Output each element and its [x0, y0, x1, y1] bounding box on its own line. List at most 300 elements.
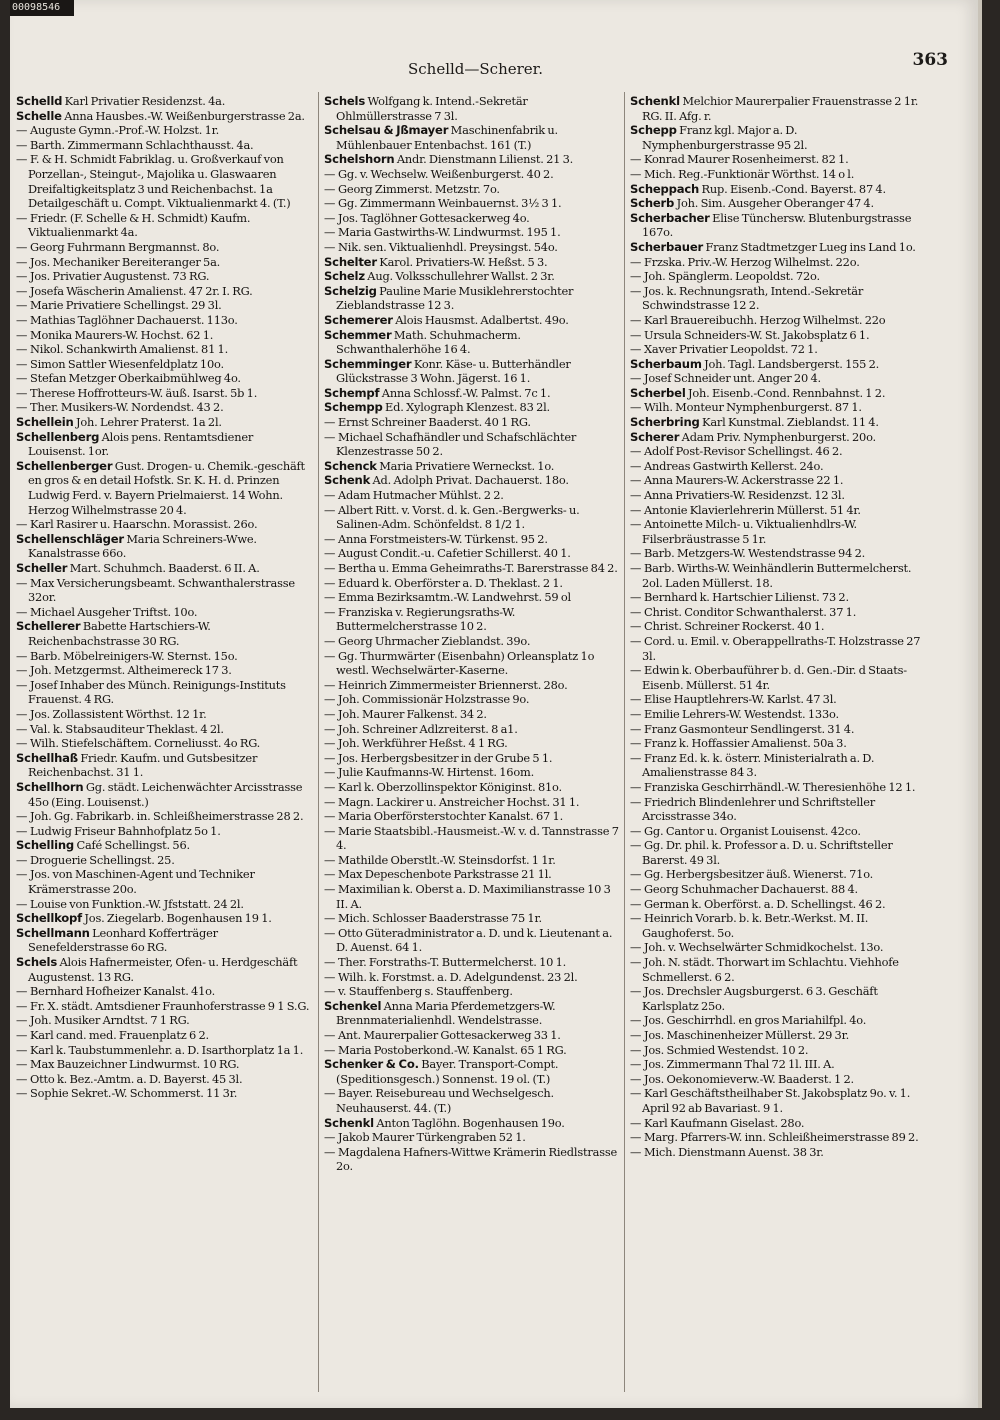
ditto-dash: —	[630, 444, 642, 459]
directory-entry	[324, 313, 622, 328]
ditto-dash: —	[16, 736, 28, 751]
directory-entry	[630, 692, 930, 707]
entry-text: German k. Oberförst. a. D. Schellingst. 46 2.	[644, 896, 886, 911]
directory-entry	[324, 590, 622, 605]
directory-entry	[16, 561, 312, 576]
entry-surname: Scherbaum	[630, 356, 702, 371]
entry-text: Karl Kunstmal. Zieblandst. 11 4.	[702, 415, 879, 430]
ditto-dash: —	[16, 1013, 28, 1028]
page-number: 363	[912, 50, 948, 70]
entry-text: Josef Schneider unt. Anger 20 4.	[644, 371, 821, 386]
ditto-dash: —	[324, 969, 336, 984]
entry-text: Karol. Privatiers-W. Heßst. 5 3.	[379, 254, 548, 269]
entry-text: Friedr. Kaufm. und Gutsbesitzer Reichenbachst. 31 1.	[28, 750, 258, 780]
directory-entry	[630, 561, 930, 590]
entry-text: Franziska v. Regierungsraths-W. Buttermelcherstrasse 10 2.	[336, 604, 516, 634]
entry-text: Barb. Wirths-W. Weinhändlerin Buttermelcherst. 2ol. Laden Müllerst. 18.	[642, 561, 912, 590]
ditto-dash: —	[630, 473, 642, 488]
directory-entry	[16, 1028, 312, 1043]
directory-entry	[324, 269, 622, 284]
directory-entry	[324, 867, 622, 882]
entry-text: Joh. Commissionär Holzstrasse 9o.	[338, 692, 530, 707]
ditto-dash: —	[324, 692, 336, 707]
directory-entry	[630, 328, 930, 343]
directory-entry	[324, 400, 622, 415]
directory-entry	[630, 240, 930, 255]
ditto-dash: —	[630, 955, 642, 970]
ditto-dash: —	[630, 1028, 642, 1042]
entry-text: Joh. Metzgermst. Altheimereck 17 3.	[30, 663, 232, 678]
entry-text: Maria Oberförsterstochter Kanalst. 67 1.	[338, 809, 563, 824]
directory-page	[10, 0, 982, 1408]
directory-entry	[16, 736, 312, 751]
entry-surname: Schellmann	[16, 925, 90, 940]
entry-text: Gg. Thurmwärter (Eisenbahn) Orleansplatz 1o westl. Wechselwärter-Kaserne.	[336, 648, 595, 678]
directory-entry	[630, 342, 930, 357]
ditto-dash: —	[16, 283, 28, 298]
entry-text: Monika Maurers-W. Hochst. 62 1.	[30, 327, 214, 342]
ditto-dash: —	[324, 984, 336, 999]
entry-text: Café Schellingst. 56.	[76, 838, 190, 853]
ditto-dash: —	[630, 166, 642, 181]
entry-surname: Schenker & Co.	[324, 1057, 419, 1072]
ditto-dash: —	[630, 561, 642, 575]
directory-entry	[16, 255, 312, 270]
directory-entry	[324, 1086, 622, 1115]
ditto-dash: —	[324, 721, 336, 736]
entry-text: Heinrich Zimmermeister Briennerst. 28o.	[338, 677, 568, 692]
entry-text: Mich. Schlosser Baaderstrasse 75 1r.	[338, 911, 542, 926]
ditto-dash: —	[630, 269, 642, 284]
entry-surname: Schelzig	[324, 283, 377, 298]
entry-text: Sophie Sekret.-W. Schommerst. 11 3r.	[30, 1086, 238, 1101]
directory-entry	[324, 692, 622, 707]
ditto-dash: —	[630, 721, 642, 736]
ditto-dash: —	[16, 575, 28, 590]
entry-text: Jos. Ziegelarb. Bogenhausen 19 1.	[84, 911, 272, 926]
ditto-dash: —	[630, 1042, 642, 1057]
directory-entry	[324, 240, 622, 255]
entry-text: Elise Hauptlehrers-W. Karlst. 47 3l.	[644, 692, 837, 707]
directory-entry	[324, 123, 622, 152]
ditto-dash: —	[630, 692, 642, 707]
entry-text: Marie Privatiere Schellingst. 29 3l.	[30, 298, 222, 313]
entry-text: Joh. Sim. Ausgeher Oberanger 47 4.	[676, 196, 874, 211]
ditto-dash: —	[324, 561, 336, 575]
directory-entry	[630, 590, 930, 605]
entry-text: Nik. sen. Viktualienhdl. Preysingst. 54o.	[338, 239, 558, 254]
ditto-dash: —	[16, 721, 28, 736]
directory-entry	[630, 736, 930, 751]
directory-entry	[324, 473, 622, 488]
directory-entry	[324, 649, 622, 678]
entry-text: Friedr. (F. Schelle & H. Schmidt) Kaufm. Viktualienmarkt 4a.	[28, 210, 251, 240]
entry-surname: Scherbel	[630, 385, 686, 400]
ditto-dash: —	[630, 327, 642, 342]
directory-entry	[16, 211, 312, 240]
entry-text: Maria Gastwirths-W. Lindwurmst. 195 1.	[338, 225, 561, 240]
directory-entry	[16, 152, 312, 210]
entry-text: Fr. X. städt. Amtsdiener Fraunhoferstrasse 9 1 S.G.	[30, 998, 310, 1013]
directory-entry	[16, 663, 312, 678]
ditto-dash: —	[630, 896, 642, 911]
ditto-dash: —	[324, 239, 336, 254]
directory-entry	[630, 430, 930, 445]
entry-surname: Schepp	[630, 123, 677, 138]
entry-text: Ther. Musikers-W. Nordendst. 43 2.	[30, 400, 224, 415]
directory-entry	[16, 1043, 312, 1058]
entry-text: Jos. Mechaniker Bereiteranger 5a.	[30, 254, 221, 269]
directory-entry	[324, 1043, 622, 1058]
ditto-dash: —	[16, 809, 28, 824]
entry-text: Alois Hafnermeister, Ofen- u. Herdgeschäft Augustenst. 13 RG.	[28, 955, 298, 984]
entry-text: Otto Güteradministrator a. D. und k. Lieutenant a. D. Auenst. 64 1.	[336, 925, 613, 955]
entry-text: Michael Schafhändler und Schafschlächter Klenzestrasse 50 2.	[336, 429, 577, 459]
entry-text: Adolf Post-Revisor Schellingst. 46 2.	[644, 444, 843, 459]
directory-entry	[324, 182, 622, 197]
entry-text: Georg Fuhrmann Bergmannst. 8o.	[30, 239, 220, 254]
entry-text: Jos. Privatier Augustenst. 73 RG.	[30, 269, 210, 284]
entry-text: Bertha u. Emma Geheimraths-T. Barerstrasse 84 2.	[338, 561, 618, 575]
entry-surname: Schemminger	[324, 356, 412, 371]
ditto-dash: —	[630, 750, 642, 765]
ditto-dash: —	[324, 488, 336, 503]
directory-entry	[16, 1086, 312, 1101]
entry-text: Bayer. Transport-Compt. (Speditionsgesch.) Sonnenst. 19 ol. (T.)	[336, 1057, 559, 1086]
directory-entry	[324, 1145, 622, 1174]
directory-entry	[16, 780, 312, 809]
entry-text: Antoinette Milch- u. Viktualienhdlrs-W. Filserbräustrasse 5 1r.	[642, 517, 857, 546]
directory-entry	[16, 284, 312, 299]
directory-entry	[630, 984, 930, 1013]
entry-text: Ther. Forstraths-T. Buttermelcherst. 10 1.	[338, 955, 567, 970]
directory-entry	[630, 182, 930, 197]
ditto-dash: —	[16, 852, 28, 867]
ditto-dash: —	[16, 327, 28, 342]
entry-surname: Schenck	[324, 458, 377, 473]
entry-text: Andr. Dienstmann Lilienst. 21 3.	[396, 152, 574, 167]
directory-entry	[630, 255, 930, 270]
directory-entry	[16, 911, 312, 926]
directory-entry	[630, 1028, 930, 1043]
directory-entry	[16, 984, 312, 999]
directory-entry	[16, 678, 312, 707]
entry-text: Wilh. Stiefelschäftem. Corneliusst. 4o RG.	[30, 736, 261, 751]
entry-text: Joh. v. Wechselwärter Schmidkochelst. 13o.	[644, 940, 884, 955]
ditto-dash: —	[630, 867, 642, 882]
entry-text: Heinrich Vorarb. b. k. Betr.-Werkst. M. II. Gaughoferst. 5o.	[642, 911, 869, 940]
ditto-dash: —	[630, 546, 642, 561]
entry-text: Joh. Lehrer Praterst. 1a 2l.	[76, 415, 222, 430]
ditto-dash: —	[324, 794, 336, 809]
ditto-dash: —	[324, 166, 336, 181]
ditto-dash: —	[16, 648, 28, 663]
entry-text: Maschinenfabrik u. Mühlenbauer Entenbachst. 161 (T.)	[336, 123, 558, 152]
entry-text: Konrad Maurer Rosenheimerst. 82 1.	[644, 152, 849, 167]
directory-entry	[16, 357, 312, 372]
ditto-dash: —	[324, 590, 336, 605]
entry-text: Gg. Cantor u. Organist Louisenst. 42co.	[644, 823, 861, 838]
entry-text: Albert Ritt. v. Vorst. d. k. Gen.-Bergwerks- u. Salinen-Adm. Schönfeldst. 8 1/2 1.	[336, 502, 580, 532]
ditto-dash: —	[16, 152, 28, 167]
entry-text: Jos. Zollassistent Wörthst. 12 1r.	[30, 706, 207, 721]
directory-entry	[630, 386, 930, 401]
entry-text: Jos. von Maschinen-Agent und Techniker Krämerstrasse 20o.	[28, 867, 255, 897]
ditto-dash: —	[16, 823, 28, 838]
entry-text: Anna Schlossf.-W. Palmst. 7c 1.	[381, 385, 551, 400]
directory-entry	[630, 269, 930, 284]
ditto-dash: —	[630, 838, 642, 853]
ditto-dash: —	[16, 210, 28, 225]
directory-entry	[324, 751, 622, 766]
entry-text: Magn. Lackirer u. Anstreicher Hochst. 31 1.	[338, 794, 580, 809]
directory-entry	[630, 196, 930, 211]
directory-entry	[16, 722, 312, 737]
entry-text: Franz Stadtmetzger Lueg ins Land 1o.	[705, 239, 916, 254]
directory-entry	[16, 955, 312, 984]
directory-entry	[630, 152, 930, 167]
directory-entry	[324, 503, 622, 532]
entry-text: Louise von Funktion.-W. Jfststatt. 24 2l.	[30, 896, 244, 911]
entry-text: Joh. Musiker Arndtst. 7 1 RG.	[30, 1013, 190, 1028]
directory-entry	[16, 298, 312, 313]
entry-text: August Condit.-u. Cafetier Schillerst. 40 1.	[338, 546, 571, 561]
entry-text: Wolfgang k. Intend.-Sekretär Ohlmüllerstrasse 7 3l.	[336, 94, 528, 123]
directory-entry	[324, 255, 622, 270]
entry-text: Marie Staatsbibl.-Hausmeist.-W. v. d. Tannstrasse 7 4.	[336, 823, 619, 853]
ditto-dash: —	[630, 1086, 642, 1101]
entry-text: Joh. Gg. Fabrikarb. in. Schleißheimerstrasse 28 2.	[30, 809, 304, 824]
entry-text: Joh. Maurer Falkenst. 34 2.	[338, 706, 487, 721]
directory-entry	[630, 546, 930, 561]
ditto-dash: —	[324, 531, 336, 546]
ditto-dash: —	[630, 283, 642, 298]
entry-surname: Schelld	[16, 94, 63, 108]
entry-surname: Schellenberger	[16, 458, 113, 473]
directory-entry	[16, 824, 312, 839]
entry-surname: Schempf	[324, 385, 380, 400]
ditto-dash: —	[16, 1028, 28, 1042]
directory-entry	[324, 809, 622, 824]
directory-entry	[324, 765, 622, 780]
entry-text: Ad. Adolph Privat. Dachauerst. 18o.	[372, 473, 569, 488]
entry-text: Barb. Möbelreinigers-W. Sternst. 15o.	[30, 648, 238, 663]
directory-entry	[630, 123, 930, 152]
ditto-dash: —	[324, 750, 336, 765]
ditto-dash: —	[324, 575, 336, 590]
entry-text: Edwin k. Oberbauführer b. d. Gen.-Dir. d Staats-Eisenb. Müllerst. 51 4r.	[642, 663, 907, 692]
entry-surname: Schels	[324, 94, 366, 108]
ditto-dash: —	[630, 371, 642, 386]
ditto-dash: —	[630, 517, 642, 532]
directory-entry	[16, 853, 312, 868]
entry-text: Ed. Xylograph Klenzest. 83 2l.	[385, 400, 550, 415]
directory-entry	[630, 1116, 930, 1131]
ditto-dash: —	[630, 254, 642, 269]
entry-text: Nikol. Schankwirth Amalienst. 81 1.	[30, 342, 229, 357]
ditto-dash: —	[324, 809, 336, 824]
entry-text: Josef Inhaber des Münch. Reinigungs-Instituts Frauenst. 4 RG.	[28, 677, 286, 707]
entry-text: Wilh. Monteur Nymphenburgerst. 87 1.	[644, 400, 862, 415]
ditto-dash: —	[630, 458, 642, 473]
entry-text: Ernst Schreiner Baaderst. 40 1 RG.	[338, 415, 531, 430]
ditto-dash: —	[16, 385, 28, 400]
ditto-dash: —	[324, 415, 336, 430]
directory-entry	[324, 1116, 622, 1131]
directory-entry	[16, 517, 312, 532]
ditto-dash: —	[16, 269, 28, 284]
directory-entry	[630, 1043, 930, 1058]
directory-entry	[324, 284, 622, 313]
directory-entry	[324, 955, 622, 970]
ditto-dash: —	[630, 400, 642, 415]
ditto-dash: —	[630, 1115, 642, 1130]
ditto-dash: —	[16, 239, 28, 254]
directory-entry	[16, 707, 312, 722]
entry-text: Antonie Klavierlehrerin Müllerst. 51 4r.	[644, 502, 861, 517]
directory-entry	[630, 867, 930, 882]
entry-text: Joh. Werkführer Heßst. 4 1 RG.	[338, 736, 508, 751]
entry-text: Konr. Käse- u. Butterhändler Glückstrasse 3 Wohn. Jägerst. 16 1.	[336, 356, 571, 386]
directory-entry	[630, 619, 930, 634]
ditto-dash: —	[324, 882, 336, 897]
entry-surname: Schemerer	[324, 312, 393, 327]
entry-text: Mathias Taglöhner Dachauerst. 113o.	[30, 312, 238, 327]
entry-text: Gg. Dr. phil. k. Professor a. D. u. Schriftsteller Barerst. 49 3l.	[642, 838, 893, 867]
directory-entry	[630, 503, 930, 518]
ditto-dash: —	[630, 940, 642, 955]
directory-entry	[630, 1145, 930, 1160]
ditto-dash: —	[16, 312, 28, 327]
entry-text: Barth. Zimmermann Schlachthausst. 4a.	[30, 137, 254, 152]
directory-entry	[324, 430, 622, 459]
ditto-dash: —	[324, 604, 336, 619]
ditto-dash: —	[630, 604, 642, 619]
ditto-dash: —	[630, 882, 642, 897]
directory-entry	[630, 284, 930, 313]
directory-entry	[324, 488, 622, 503]
entry-text: Anna Privatiers-W. Residenzst. 12 3l.	[644, 488, 845, 503]
directory-entry	[16, 838, 312, 853]
directory-entry	[324, 532, 622, 547]
entry-text: Adam Priv. Nymphenburgerst. 20o.	[681, 429, 876, 444]
entry-text: Franziska Geschirrhändl.-W. Theresienhöhe 12 1.	[644, 779, 916, 794]
entry-text: Jos. Maschinenheizer Müllerst. 29 3r.	[644, 1028, 850, 1042]
ditto-dash: —	[630, 984, 642, 999]
entry-text: Jos. Oekonomieverw.-W. Baaderst. 1 2.	[644, 1071, 854, 1086]
directory-entry	[324, 386, 622, 401]
directory-entry	[630, 1086, 930, 1115]
directory-entry	[324, 576, 622, 591]
ditto-dash: —	[16, 342, 28, 357]
ditto-dash: —	[324, 736, 336, 751]
entry-text: Otto k. Bez.-Amtm. a. D. Bayerst. 45 3l.	[30, 1071, 243, 1086]
entry-text: Anna Forstmeisters-W. Türkenst. 95 2.	[338, 531, 548, 546]
entry-surname: Schelter	[324, 254, 377, 269]
entry-text: Jos. Drechsler Augsburgerst. 6 3. Geschäft Karlsplatz 25o.	[642, 984, 878, 1013]
directory-entry	[16, 926, 312, 955]
directory-entry	[630, 634, 930, 663]
directory-entry	[16, 532, 312, 561]
entry-surname: Scherb	[630, 196, 675, 211]
directory-entry	[630, 838, 930, 867]
directory-entry	[630, 780, 930, 795]
entry-surname: Schelle	[16, 108, 62, 123]
directory-entry	[324, 1028, 622, 1043]
directory-entry	[630, 167, 930, 182]
ditto-dash: —	[324, 210, 336, 225]
entry-text: Max Depeschenbote Parkstrasse 21 1l.	[338, 867, 552, 882]
entry-text: Magdalena Hafners-Wittwe Krämerin Riedlstrasse 2o.	[336, 1144, 618, 1174]
entry-text: Adam Hutmacher Mühlst. 2 2.	[338, 488, 504, 503]
directory-entry	[324, 853, 622, 868]
ditto-dash: —	[324, 1086, 336, 1101]
directory-entry	[16, 809, 312, 824]
entry-surname: Schenkel	[324, 998, 382, 1013]
entry-surname: Schellhaß	[16, 750, 78, 765]
entry-surname: Schelshorn	[324, 152, 395, 167]
entry-text: Franz k. Hoffassier Amalienst. 50a 3.	[644, 736, 847, 751]
directory-entry	[324, 415, 622, 430]
entry-surname: Schellhorn	[16, 779, 84, 794]
entry-text: Alois Hausmst. Adalbertst. 49o.	[395, 312, 569, 327]
ditto-dash: —	[630, 1130, 642, 1145]
directory-entry	[16, 386, 312, 401]
directory-entry	[324, 984, 622, 999]
directory-entry	[324, 911, 622, 926]
directory-entry	[324, 196, 622, 211]
entry-text: Andreas Gastwirth Kellerst. 24o.	[644, 458, 824, 473]
ditto-dash: —	[630, 1144, 642, 1159]
directory-entry	[630, 707, 930, 722]
directory-entry	[324, 634, 622, 649]
entry-text: Mich. Dienstmann Auenst. 38 3r.	[644, 1144, 824, 1159]
entry-text: Jos. k. Rechnungsrath, Intend.-Sekretär Schwindstrasse 12 2.	[642, 283, 864, 313]
ditto-dash: —	[630, 619, 642, 634]
directory-entry	[630, 473, 930, 488]
ditto-dash: —	[324, 925, 336, 940]
directory-entry	[324, 357, 622, 386]
directory-entry	[324, 736, 622, 751]
directory-entry	[324, 605, 622, 634]
entry-surname: Schempp	[324, 400, 383, 415]
entry-text: Mathilde Oberstlt.-W. Steinsdorfst. 1 1r.	[338, 852, 556, 867]
directory-entry	[16, 313, 312, 328]
ditto-dash: —	[324, 633, 336, 648]
directory-entry	[324, 722, 622, 737]
directory-entry	[630, 663, 930, 692]
entry-text: Emma Bezirksamtm.-W. Landwehrst. 59 ol	[338, 590, 571, 605]
entry-surname: Schenkl	[324, 1115, 374, 1130]
directory-entry	[324, 1130, 622, 1145]
ditto-dash: —	[16, 137, 28, 152]
directory-entry	[630, 1130, 930, 1145]
entry-text: Karl k. Oberzollinspektor Königinst. 81o.	[338, 779, 562, 794]
ditto-dash: —	[324, 502, 336, 517]
directory-entry	[16, 400, 312, 415]
entry-text: Pauline Marie Musiklehrerstochter Zieblandstrasse 12 3.	[336, 283, 574, 313]
entry-text: Aug. Volksschullehrer Wallst. 2 3r.	[367, 269, 555, 284]
ditto-dash: —	[630, 706, 642, 721]
ditto-dash: —	[16, 896, 28, 911]
entry-surname: Schenk	[324, 473, 371, 488]
entry-text: Anna Hausbes.-W. Weißenburgerstrasse 2a.	[64, 108, 305, 123]
entry-text: Jos. Geschirrhdl. en gros Mariahilfpl. 4o.	[644, 1013, 867, 1028]
entry-surname: Scherbacher	[630, 210, 710, 225]
directory-entry	[630, 824, 930, 839]
entry-text: Wilh. k. Forstmst. a. D. Adelgundenst. 23 2l.	[338, 969, 578, 984]
entry-text: Therese Hoffrotteurs-W. äuß. Isarst. 5b 1.	[30, 385, 258, 400]
